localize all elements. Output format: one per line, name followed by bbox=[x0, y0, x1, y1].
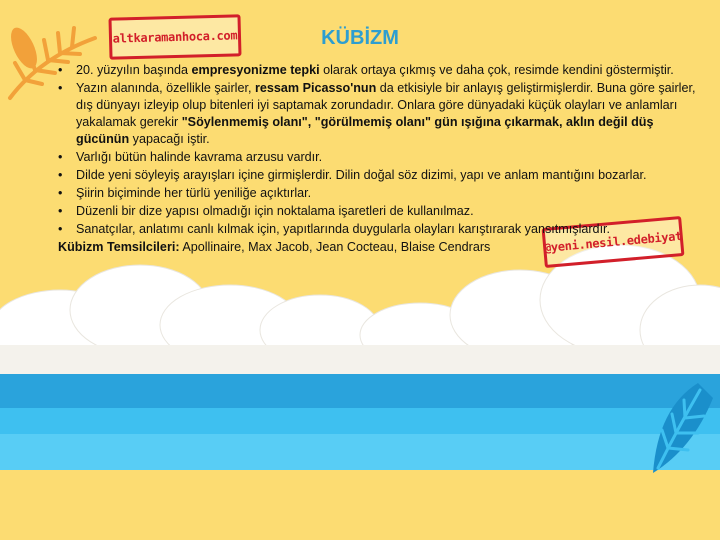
list-item: • Şiirin biçiminde her türlü yeniliğe açıktırlar. bbox=[58, 185, 698, 202]
representatives-label: Kübizm Temsilcileri: bbox=[58, 240, 180, 254]
slide-content bbox=[58, 62, 698, 256]
list-item: • Yazın alanında, özellikle şairler, ressam Picasso'nun da etkisiyle bir anlayış geliştirmişlerdir. Buna göre şairler, dış dünyayı izleyip olup bitenleri iyi saptamak zorundadır. Onlara göre dünyadaki küçük olayları ve anlamları yakalamak gerekir "Söylenmemiş olanı", "görülmemiş olanı" gün ışığına çıkarmak, aklın değil düş gücünün yapacağı iştir. bbox=[58, 80, 698, 148]
list-item: • Varlığı bütün halinde kavrama arzusu vardır. bbox=[58, 149, 698, 166]
watermark-stamp-right: @yeni.nesil.edebiyat bbox=[542, 216, 685, 268]
bullet-list bbox=[58, 62, 698, 238]
list-item: • Düzenli bir dize yapısı olmadığı için noktalama işaretleri de kullanılmaz. bbox=[58, 203, 698, 220]
list-item: • 20. yüzyılın başında empresyonizme tepki olarak ortaya çıkmış ve daha çok, resimde kendini göstermiştir. bbox=[58, 62, 698, 79]
list-item: • Sanatçılar, anlatımı canlı kılmak için, yapıtlarında duygularla olayları karıştırarak yansıtmışlardır. bbox=[58, 221, 698, 238]
leaf-decoration-icon bbox=[638, 378, 720, 478]
representatives-names: Apollinaire, Max Jacob, Jean Cocteau, Blaise Cendrars bbox=[179, 240, 491, 254]
watermark-stamp-top: altkaramanhoca.com bbox=[108, 14, 241, 59]
representatives-line bbox=[58, 239, 698, 256]
slide-title: KÜBİZM bbox=[321, 27, 399, 49]
list-item: • Dilde yeni söyleyiş arayışları içine girmişlerdir. Dilin doğal söz dizimi, yapı ve anlam mantığını bozarlar. bbox=[58, 167, 698, 184]
